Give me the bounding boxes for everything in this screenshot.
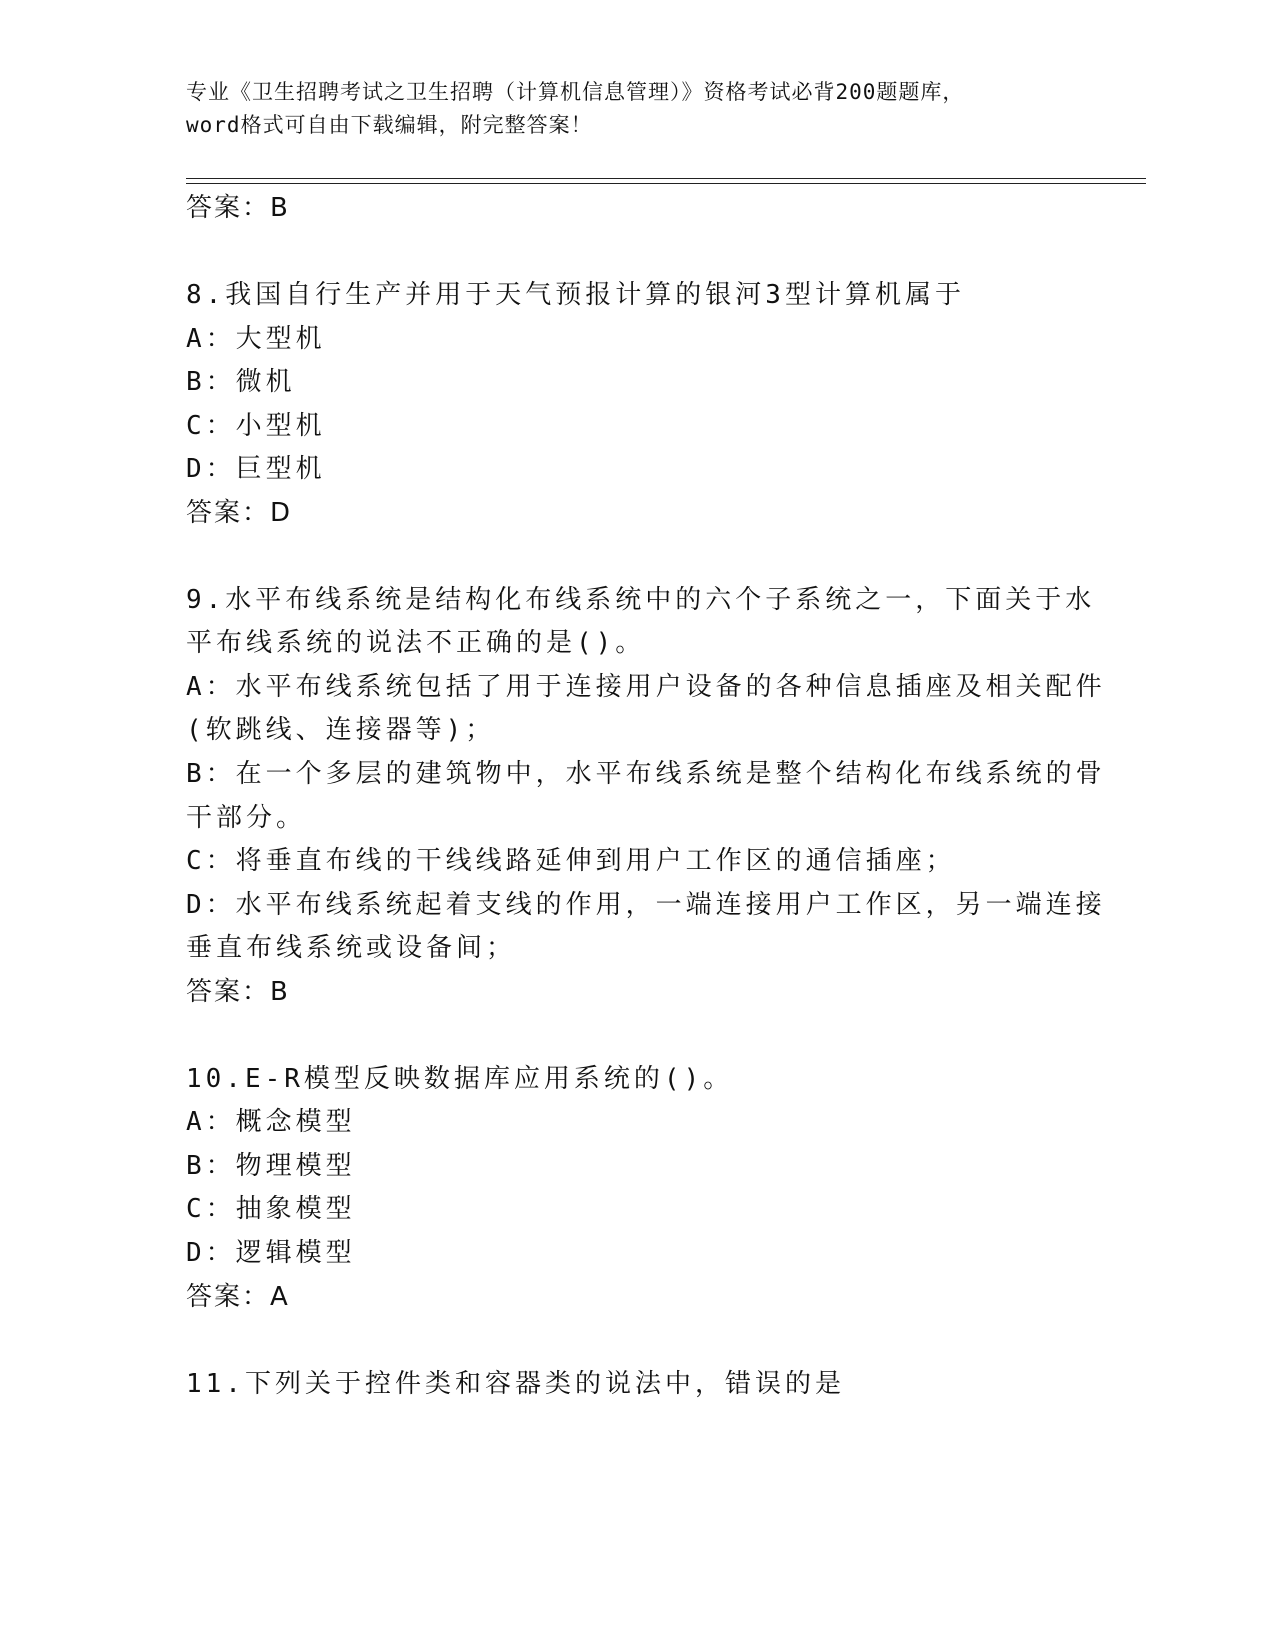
q9-option-b-line-2: 干部分。 bbox=[186, 803, 307, 833]
q8-answer: 答案：D bbox=[186, 498, 293, 528]
q8-option-a: A：大型机 bbox=[186, 324, 326, 354]
q10-option-c: C：抽象模型 bbox=[186, 1194, 356, 1224]
header-line-2: word格式可自由下载编辑，附完整答案！ bbox=[186, 113, 593, 137]
q9-answer: 答案：B bbox=[186, 977, 290, 1007]
q10-option-a: A：概念模型 bbox=[186, 1107, 356, 1137]
q9-option-d-line-2: 垂直布线系统或设备间； bbox=[186, 933, 517, 963]
q9-option-a-line-2: (软跳线、连接器等)； bbox=[186, 715, 496, 745]
q7-answer: 答案：B bbox=[186, 193, 290, 223]
q10-answer: 答案：A bbox=[186, 1282, 290, 1312]
q8-option-c: C：小型机 bbox=[186, 411, 326, 441]
header-line-1: 专业《卫生招聘考试之卫生招聘（计算机信息管理）》资格考试必背200题题库， bbox=[186, 80, 965, 104]
header-divider-top bbox=[186, 178, 1146, 179]
q9-question-line-2: 平布线系统的说法不正确的是()。 bbox=[186, 628, 646, 658]
document-header bbox=[186, 76, 1106, 142]
q9-option-b-line-1: B：在一个多层的建筑物中，水平布线系统是整个结构化布线系统的骨 bbox=[186, 759, 1106, 789]
q10-option-b: B：物理模型 bbox=[186, 1151, 356, 1181]
q8-question: 8.我国自行生产并用于天气预报计算的银河3型计算机属于 bbox=[186, 280, 965, 310]
q8-option-b: B：微机 bbox=[186, 367, 296, 397]
q9-question-line-1: 9.水平布线系统是结构化布线系统中的六个子系统之一，下面关于水 bbox=[186, 585, 1096, 615]
q10-option-d: D：逻辑模型 bbox=[186, 1238, 356, 1268]
header-divider-bottom bbox=[186, 183, 1146, 184]
q10-question: 10.E-R模型反映数据库应用系统的()。 bbox=[186, 1064, 734, 1094]
q11-question: 11.下列关于控件类和容器类的说法中，错误的是 bbox=[186, 1369, 845, 1399]
q9-option-c: C：将垂直布线的干线线路延伸到用户工作区的通信插座； bbox=[186, 846, 956, 876]
q9-option-a-line-1: A：水平布线系统包括了用于连接用户设备的各种信息插座及相关配件 bbox=[186, 672, 1106, 702]
q8-option-d: D：巨型机 bbox=[186, 454, 326, 484]
q9-option-d-line-1: D：水平布线系统起着支线的作用，一端连接用户工作区，另一端连接 bbox=[186, 890, 1106, 920]
